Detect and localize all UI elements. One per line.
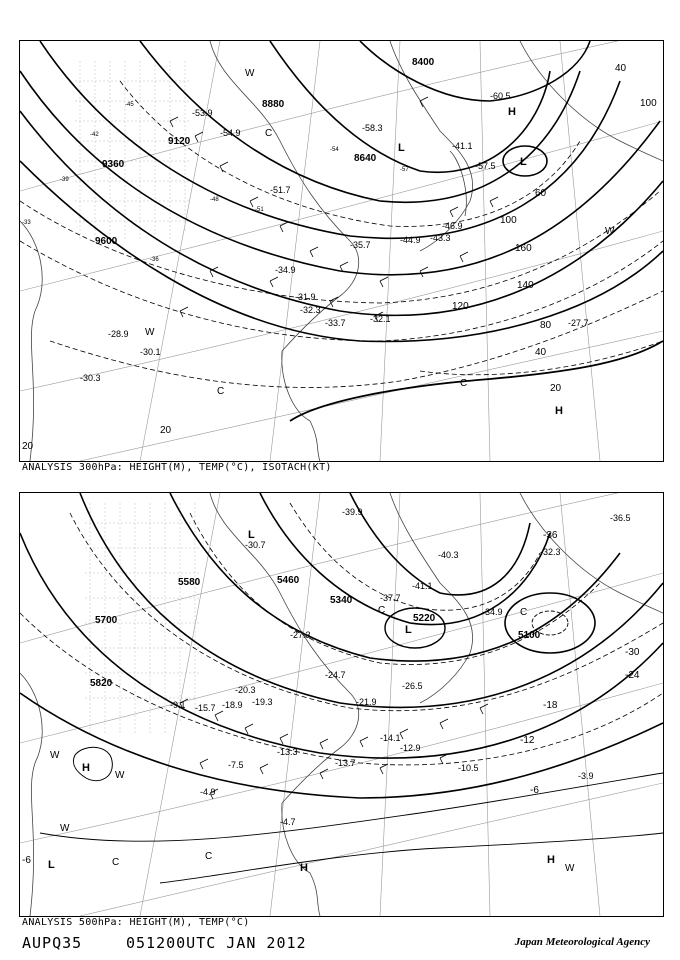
temp-label: -46.9 — [442, 221, 463, 231]
warm-mark: W — [115, 770, 125, 781]
analysis-map-500hpa — [19, 492, 664, 917]
temp-label: -39.9 — [342, 507, 363, 517]
temp-label: -27.3 — [290, 630, 311, 640]
temp-contour-tick: -57 — [400, 167, 409, 173]
temp-label: -53.9 — [192, 108, 213, 118]
temp-contour-label: -36 — [543, 530, 558, 541]
temp-label: -19.3 — [252, 697, 273, 707]
agency-credit: Japan Meteorological Agency — [514, 936, 650, 948]
temp-label: -30.3 — [80, 373, 101, 383]
height-label: 5700 — [95, 615, 118, 626]
temp-contour-tick: -45 — [125, 102, 134, 108]
cold-mark: C — [265, 128, 273, 139]
analysis-map-300hpa — [19, 40, 664, 462]
high-center: H — [300, 862, 308, 874]
high-center: H — [547, 854, 555, 866]
temp-label: -14.1 — [380, 733, 401, 743]
low-center-ring — [505, 593, 595, 653]
temp-label: -34.9 — [482, 607, 503, 617]
temp-contour-tick: -39 — [60, 177, 69, 183]
caption-300hpa: ANALYSIS 300hPa: HEIGHT(M), TEMP(°C), ISOTACH(KT) — [22, 462, 332, 473]
high-center: H — [555, 405, 563, 417]
isotach-20-line — [290, 341, 663, 421]
height-contours — [20, 41, 663, 341]
high-center: H — [508, 106, 516, 118]
temp-label: -7.5 — [228, 760, 244, 770]
temp-label: -30.7 — [245, 540, 266, 550]
temp-contour-label: -6 — [530, 785, 539, 796]
temp-label: -37.7 — [380, 593, 401, 603]
height-label: 9120 — [168, 136, 191, 147]
product-code: AUPQ35 — [22, 934, 83, 952]
temp-contour-label: -24 — [625, 670, 640, 681]
height-label: 8880 — [262, 99, 285, 110]
temp-label: -41.1 — [412, 581, 433, 591]
low-center: L — [248, 529, 255, 541]
temp-contour-label: -12 — [520, 735, 535, 746]
temp-contours — [20, 503, 663, 765]
height-label: 5220 — [413, 613, 436, 624]
height-label: 9360 — [102, 159, 125, 170]
temp-label: -28.9 — [108, 329, 129, 339]
warm-mark: W — [245, 68, 255, 79]
temp-label: -24.7 — [325, 670, 346, 680]
isotach-label: 140 — [517, 280, 534, 291]
height-label: 9600 — [95, 236, 118, 247]
temp-label: -4.7 — [280, 817, 296, 827]
valid-time: 051200UTC JAN 2012 — [126, 934, 307, 952]
temp-label: -33.7 — [325, 318, 346, 328]
temp-label: -32.3 — [300, 305, 321, 315]
cold-mark: C — [112, 857, 120, 868]
temp-label: -34.9 — [275, 265, 296, 275]
cold-mark: C — [205, 851, 213, 862]
temp-contour-label: -18 — [543, 700, 558, 711]
temp-label: -18.9 — [222, 700, 243, 710]
temp-label: -26.5 — [402, 681, 423, 691]
product-line — [22, 934, 307, 952]
temp-contour-tick: -33 — [22, 220, 31, 226]
height-label: 5580 — [178, 577, 201, 588]
warm-mark: W — [605, 226, 615, 237]
warm-mark: W — [145, 327, 155, 338]
map-canvas-300hpa — [20, 41, 663, 461]
cold-mark: C — [217, 386, 225, 397]
cold-mark: C — [520, 607, 528, 618]
isotach-label: 20 — [160, 425, 172, 436]
temp-contour-label: -30 — [625, 647, 640, 658]
temp-label: -40.3 — [438, 550, 459, 560]
warm-mark: W — [60, 823, 70, 834]
temp-label: -41.1 — [452, 141, 473, 151]
low-center: L — [48, 859, 55, 871]
temp-label: -36.5 — [610, 513, 631, 523]
height-label: 5820 — [90, 678, 113, 689]
isotach-label: 80 — [540, 320, 552, 331]
high-center-ring — [73, 747, 112, 780]
warm-mark: W — [50, 750, 60, 761]
height-label: 8640 — [354, 153, 377, 164]
temp-contour-label: -6 — [22, 855, 31, 866]
temp-label: -32.1 — [370, 314, 391, 324]
temp-label: -54.9 — [220, 128, 241, 138]
wind-barbs — [180, 699, 488, 799]
temp-label: -4.9 — [200, 787, 216, 797]
warm-mark: W — [565, 863, 575, 874]
height-label: 5460 — [277, 575, 300, 586]
temp-label: -43.3 — [430, 233, 451, 243]
temp-label: -9.1 — [170, 700, 186, 710]
temp-label: -35.7 — [350, 240, 371, 250]
cold-mark: C — [460, 378, 468, 389]
temp-label: -51.7 — [270, 185, 291, 195]
map-canvas-500hpa — [20, 493, 663, 916]
isotach-label: 100 — [500, 215, 517, 226]
temp-contour-tick: -51 — [255, 207, 264, 213]
low-center: L — [520, 156, 527, 168]
height-label: 5100 — [518, 630, 541, 641]
low-center: L — [405, 624, 412, 636]
high-center: H — [82, 762, 90, 774]
cold-mark: C — [378, 605, 386, 616]
isotach-label: 160 — [515, 243, 532, 254]
temp-label: -27.7 — [568, 318, 589, 328]
temp-label: -58.3 — [362, 123, 383, 133]
temp-label: -57.5 — [475, 161, 496, 171]
temp-label: -13.3 — [277, 747, 298, 757]
isotach-label: 100 — [640, 98, 657, 109]
temp-contour-tick: -54 — [330, 147, 339, 153]
temp-label: -10.5 — [458, 763, 479, 773]
temp-label: -12.9 — [400, 743, 421, 753]
isotach-label: 120 — [452, 301, 469, 312]
temp-contour-tick: -48 — [210, 197, 219, 203]
temp-label: -32.3 — [540, 547, 561, 557]
temp-label: -15.7 — [195, 703, 216, 713]
coastlines — [20, 493, 663, 916]
temp-contour-tick: -42 — [90, 132, 99, 138]
isotach-label: 40 — [615, 63, 627, 74]
isotach-label: 20 — [22, 441, 34, 452]
stipple-grid — [75, 61, 190, 241]
isotach-label: 60 — [535, 188, 547, 199]
height-contours — [20, 493, 663, 798]
temp-label: -20.3 — [235, 685, 256, 695]
graticule — [20, 493, 663, 916]
isotach-label: 40 — [535, 347, 547, 358]
caption-500hpa: ANALYSIS 500hPa: HEIGHT(M), TEMP(°C) — [22, 917, 250, 928]
low-center: L — [398, 142, 405, 154]
isotach-label: 20 — [550, 383, 562, 394]
height-label: 8400 — [412, 57, 435, 68]
height-label: 5340 — [330, 595, 353, 606]
temp-label: -30.1 — [140, 347, 161, 357]
temp-contour-tick: -36 — [150, 257, 159, 263]
temp-label: -21.9 — [356, 697, 377, 707]
temp-label: -31.9 — [295, 292, 316, 302]
temp-label: -3.9 — [578, 771, 594, 781]
temp-label: -60.5 — [490, 91, 511, 101]
temp-label: -13.7 — [335, 758, 356, 768]
temp-label: -44.9 — [400, 235, 421, 245]
